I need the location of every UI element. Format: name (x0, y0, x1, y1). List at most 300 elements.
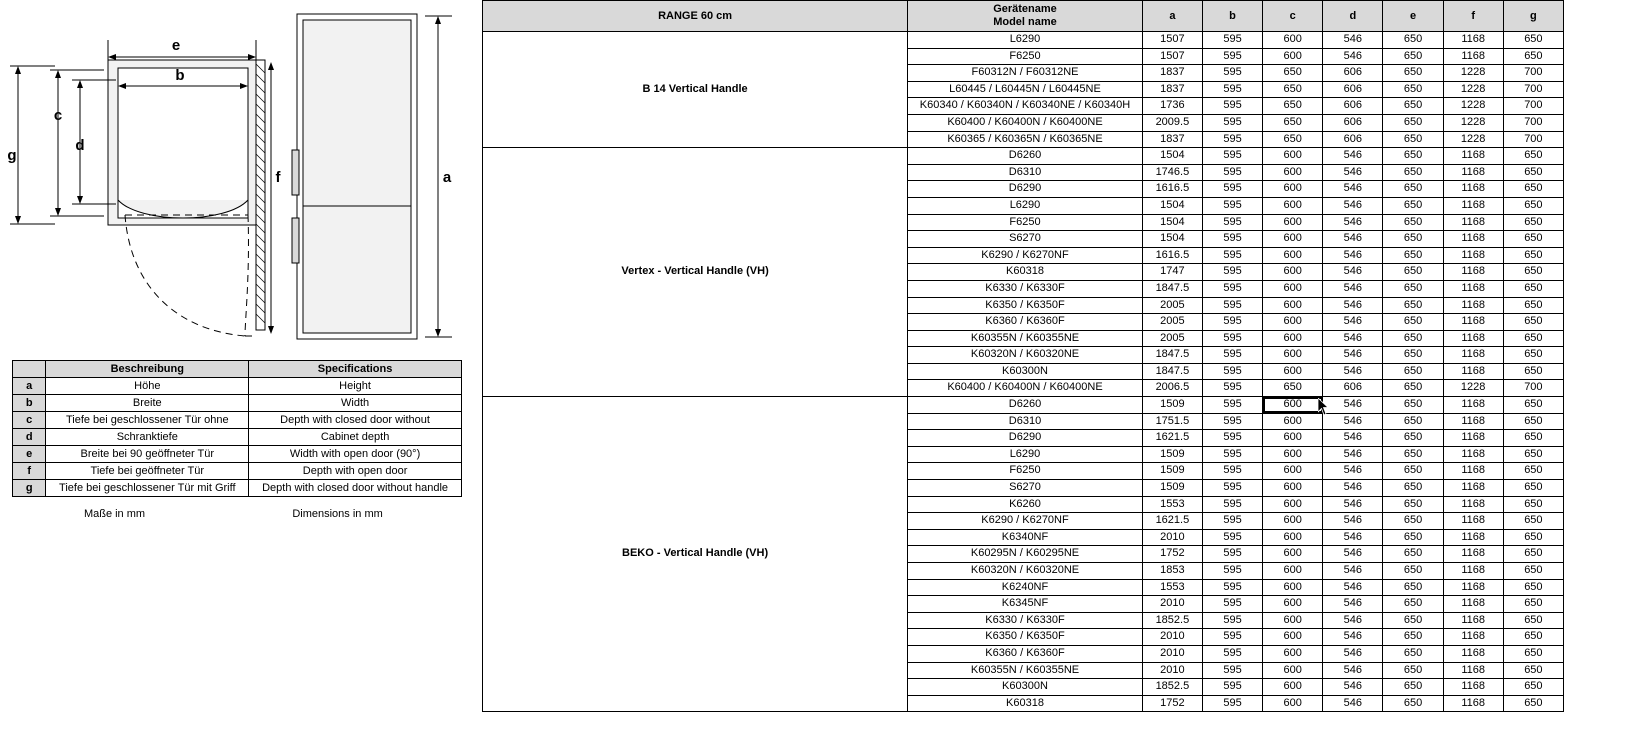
dim-cell-c[interactable]: 600 (1263, 563, 1323, 580)
dim-cell-b[interactable]: 595 (1202, 197, 1262, 214)
dim-cell-a[interactable]: 1504 (1142, 214, 1202, 231)
model-name-cell[interactable]: K60400 / K60400N / K60400NE (908, 114, 1143, 131)
dim-cell-a[interactable]: 2010 (1142, 662, 1202, 679)
dim-cell-c[interactable]: 600 (1263, 347, 1323, 364)
dim-cell-g[interactable]: 650 (1503, 695, 1563, 712)
dim-cell-d[interactable]: 606 (1323, 81, 1383, 98)
dim-cell-e[interactable]: 650 (1383, 297, 1443, 314)
model-name-cell[interactable]: D6260 (908, 148, 1143, 165)
dim-cell-a[interactable]: 1509 (1142, 480, 1202, 497)
dim-cell-f[interactable]: 1228 (1443, 380, 1503, 397)
dim-cell-c[interactable]: 600 (1263, 48, 1323, 65)
model-name-cell[interactable]: K6360 / K6360F (908, 314, 1143, 331)
dim-cell-e[interactable]: 650 (1383, 546, 1443, 563)
dim-cell-c[interactable]: 600 (1263, 579, 1323, 596)
dim-cell-e[interactable]: 650 (1383, 181, 1443, 198)
dim-cell-f[interactable]: 1168 (1443, 264, 1503, 281)
dim-cell-g[interactable]: 650 (1503, 148, 1563, 165)
dim-cell-c[interactable]: 600 (1263, 529, 1323, 546)
model-name-cell[interactable]: K60300N (908, 679, 1143, 696)
dim-cell-b[interactable]: 595 (1202, 480, 1262, 497)
dim-cell-e[interactable]: 650 (1383, 446, 1443, 463)
dim-cell-g[interactable]: 650 (1503, 48, 1563, 65)
dim-cell-d[interactable]: 546 (1323, 231, 1383, 248)
dim-cell-c[interactable]: 600 (1263, 164, 1323, 181)
dim-cell-f[interactable]: 1168 (1443, 496, 1503, 513)
dim-cell-g[interactable]: 650 (1503, 446, 1563, 463)
dim-cell-e[interactable]: 650 (1383, 430, 1443, 447)
model-name-cell[interactable]: K60355N / K60355NE (908, 330, 1143, 347)
dim-cell-d[interactable]: 546 (1323, 330, 1383, 347)
dim-cell-g[interactable]: 700 (1503, 65, 1563, 82)
dim-cell-b[interactable]: 595 (1202, 330, 1262, 347)
dim-cell-g[interactable]: 650 (1503, 280, 1563, 297)
dim-cell-e[interactable]: 650 (1383, 314, 1443, 331)
dim-cell-d[interactable]: 546 (1323, 496, 1383, 513)
dim-cell-e[interactable]: 650 (1383, 197, 1443, 214)
dim-cell-g[interactable]: 650 (1503, 513, 1563, 530)
dim-cell-b[interactable]: 595 (1202, 397, 1262, 414)
dim-cell-a[interactable]: 1504 (1142, 231, 1202, 248)
dim-cell-e[interactable]: 650 (1383, 81, 1443, 98)
dim-cell-d[interactable]: 546 (1323, 148, 1383, 165)
dim-cell-d[interactable]: 546 (1323, 629, 1383, 646)
dim-cell-a[interactable]: 1852.5 (1142, 679, 1202, 696)
dim-cell-e[interactable]: 650 (1383, 114, 1443, 131)
dim-cell-d[interactable]: 546 (1323, 463, 1383, 480)
dim-cell-g[interactable]: 650 (1503, 529, 1563, 546)
model-name-cell[interactable]: L6290 (908, 446, 1143, 463)
dim-cell-e[interactable]: 650 (1383, 413, 1443, 430)
model-name-cell[interactable]: K60318 (908, 264, 1143, 281)
dim-cell-f[interactable]: 1168 (1443, 695, 1503, 712)
dim-cell-a[interactable]: 2010 (1142, 629, 1202, 646)
dim-cell-c[interactable]: 600 (1263, 446, 1323, 463)
dim-cell-b[interactable]: 595 (1202, 529, 1262, 546)
dim-cell-c[interactable]: 600 (1263, 695, 1323, 712)
dim-cell-c[interactable]: 600 (1263, 32, 1323, 49)
dim-cell-f[interactable]: 1168 (1443, 662, 1503, 679)
dim-cell-f[interactable]: 1228 (1443, 65, 1503, 82)
dim-cell-b[interactable]: 595 (1202, 347, 1262, 364)
dim-cell-f[interactable]: 1168 (1443, 48, 1503, 65)
dim-cell-a[interactable]: 2006.5 (1142, 380, 1202, 397)
dim-cell-b[interactable]: 595 (1202, 264, 1262, 281)
dim-cell-f[interactable]: 1168 (1443, 679, 1503, 696)
dim-cell-b[interactable]: 595 (1202, 247, 1262, 264)
dim-cell-c[interactable]: 600 (1263, 679, 1323, 696)
dim-cell-c[interactable]: 650 (1263, 131, 1323, 148)
dim-cell-d[interactable]: 546 (1323, 413, 1383, 430)
dim-cell-g[interactable]: 650 (1503, 546, 1563, 563)
dim-cell-d[interactable]: 606 (1323, 65, 1383, 82)
dim-cell-c[interactable]: 600 (1263, 397, 1323, 414)
dim-cell-a[interactable]: 1509 (1142, 463, 1202, 480)
dim-cell-g[interactable]: 650 (1503, 579, 1563, 596)
dim-cell-b[interactable]: 595 (1202, 645, 1262, 662)
dim-cell-d[interactable]: 546 (1323, 662, 1383, 679)
dim-cell-f[interactable]: 1228 (1443, 131, 1503, 148)
dim-cell-f[interactable]: 1168 (1443, 247, 1503, 264)
dim-cell-a[interactable]: 2010 (1142, 529, 1202, 546)
dim-cell-e[interactable]: 650 (1383, 496, 1443, 513)
dim-cell-e[interactable]: 650 (1383, 612, 1443, 629)
dim-cell-f[interactable]: 1168 (1443, 413, 1503, 430)
dim-cell-c[interactable]: 600 (1263, 297, 1323, 314)
dim-cell-b[interactable]: 595 (1202, 513, 1262, 530)
dim-cell-c[interactable]: 600 (1263, 280, 1323, 297)
dim-cell-d[interactable]: 546 (1323, 264, 1383, 281)
dim-cell-d[interactable]: 546 (1323, 480, 1383, 497)
dim-cell-f[interactable]: 1168 (1443, 579, 1503, 596)
dim-cell-d[interactable]: 546 (1323, 612, 1383, 629)
dim-cell-b[interactable]: 595 (1202, 181, 1262, 198)
model-name-cell[interactable]: F6250 (908, 214, 1143, 231)
dim-cell-e[interactable]: 650 (1383, 463, 1443, 480)
dim-cell-b[interactable]: 595 (1202, 612, 1262, 629)
dim-cell-a[interactable]: 1853 (1142, 563, 1202, 580)
dim-cell-a[interactable]: 2005 (1142, 330, 1202, 347)
dim-cell-e[interactable]: 650 (1383, 280, 1443, 297)
dim-cell-f[interactable]: 1168 (1443, 330, 1503, 347)
model-name-cell[interactable]: K6330 / K6330F (908, 612, 1143, 629)
dim-cell-b[interactable]: 595 (1202, 496, 1262, 513)
dim-cell-a[interactable]: 1847.5 (1142, 280, 1202, 297)
dim-cell-e[interactable]: 650 (1383, 247, 1443, 264)
model-name-cell[interactable]: K60320N / K60320NE (908, 347, 1143, 364)
model-name-cell[interactable]: L6290 (908, 32, 1143, 49)
dim-cell-d[interactable]: 546 (1323, 247, 1383, 264)
dim-cell-e[interactable]: 650 (1383, 397, 1443, 414)
dim-cell-b[interactable]: 595 (1202, 81, 1262, 98)
dim-cell-a[interactable]: 1553 (1142, 496, 1202, 513)
dim-cell-g[interactable]: 650 (1503, 197, 1563, 214)
dim-cell-d[interactable]: 546 (1323, 529, 1383, 546)
dim-cell-f[interactable]: 1168 (1443, 314, 1503, 331)
dim-cell-e[interactable]: 650 (1383, 563, 1443, 580)
dim-cell-f[interactable]: 1168 (1443, 363, 1503, 380)
dim-cell-b[interactable]: 595 (1202, 164, 1262, 181)
dim-cell-e[interactable]: 650 (1383, 330, 1443, 347)
dim-cell-c[interactable]: 600 (1263, 480, 1323, 497)
model-name-cell[interactable]: F60312N / F60312NE (908, 65, 1143, 82)
dim-cell-f[interactable]: 1168 (1443, 629, 1503, 646)
dim-cell-c[interactable]: 600 (1263, 148, 1323, 165)
dim-cell-c[interactable]: 600 (1263, 413, 1323, 430)
dim-cell-c[interactable]: 600 (1263, 513, 1323, 530)
dim-cell-g[interactable]: 650 (1503, 679, 1563, 696)
dim-cell-f[interactable]: 1168 (1443, 463, 1503, 480)
dim-cell-b[interactable]: 595 (1202, 546, 1262, 563)
model-name-cell[interactable]: K60320N / K60320NE (908, 563, 1143, 580)
dim-cell-d[interactable]: 546 (1323, 297, 1383, 314)
dim-cell-e[interactable]: 650 (1383, 48, 1443, 65)
dim-cell-f[interactable]: 1168 (1443, 197, 1503, 214)
dim-cell-b[interactable]: 595 (1202, 98, 1262, 115)
dim-cell-a[interactable]: 2005 (1142, 297, 1202, 314)
dim-cell-g[interactable]: 700 (1503, 81, 1563, 98)
dim-cell-g[interactable]: 650 (1503, 314, 1563, 331)
dim-cell-b[interactable]: 595 (1202, 463, 1262, 480)
dim-cell-e[interactable]: 650 (1383, 264, 1443, 281)
dim-cell-d[interactable]: 546 (1323, 164, 1383, 181)
dim-cell-c[interactable]: 600 (1263, 330, 1323, 347)
dim-cell-c[interactable]: 600 (1263, 363, 1323, 380)
model-name-cell[interactable]: D6290 (908, 181, 1143, 198)
dim-cell-b[interactable]: 595 (1202, 662, 1262, 679)
dim-cell-c[interactable]: 650 (1263, 380, 1323, 397)
dim-cell-e[interactable]: 650 (1383, 662, 1443, 679)
dim-cell-a[interactable]: 2010 (1142, 645, 1202, 662)
dim-cell-e[interactable]: 650 (1383, 695, 1443, 712)
dim-cell-e[interactable]: 650 (1383, 214, 1443, 231)
dim-cell-b[interactable]: 595 (1202, 231, 1262, 248)
dim-cell-a[interactable]: 1621.5 (1142, 513, 1202, 530)
model-name-cell[interactable]: K60295N / K60295NE (908, 546, 1143, 563)
dim-cell-a[interactable]: 2005 (1142, 314, 1202, 331)
dim-cell-d[interactable]: 606 (1323, 380, 1383, 397)
dim-cell-b[interactable]: 595 (1202, 679, 1262, 696)
dim-cell-b[interactable]: 595 (1202, 148, 1262, 165)
dim-cell-f[interactable]: 1168 (1443, 546, 1503, 563)
dim-cell-b[interactable]: 595 (1202, 629, 1262, 646)
dim-cell-b[interactable]: 595 (1202, 446, 1262, 463)
dim-cell-g[interactable]: 650 (1503, 430, 1563, 447)
dim-cell-e[interactable]: 650 (1383, 513, 1443, 530)
dim-cell-c[interactable]: 650 (1263, 81, 1323, 98)
dim-cell-d[interactable]: 546 (1323, 32, 1383, 49)
dim-cell-c[interactable]: 650 (1263, 65, 1323, 82)
dim-cell-f[interactable]: 1168 (1443, 563, 1503, 580)
dim-cell-d[interactable]: 546 (1323, 363, 1383, 380)
dim-cell-g[interactable]: 650 (1503, 181, 1563, 198)
dim-cell-d[interactable]: 546 (1323, 397, 1383, 414)
dim-cell-c[interactable]: 600 (1263, 430, 1323, 447)
dim-cell-c[interactable]: 600 (1263, 247, 1323, 264)
dim-cell-a[interactable]: 2010 (1142, 596, 1202, 613)
dim-cell-c[interactable]: 600 (1263, 662, 1323, 679)
dim-cell-a[interactable]: 1837 (1142, 131, 1202, 148)
dim-cell-g[interactable]: 700 (1503, 380, 1563, 397)
model-name-cell[interactable]: K6330 / K6330F (908, 280, 1143, 297)
dim-cell-e[interactable]: 650 (1383, 231, 1443, 248)
model-name-cell[interactable]: K6350 / K6350F (908, 629, 1143, 646)
dim-cell-a[interactable]: 1507 (1142, 32, 1202, 49)
dim-cell-g[interactable]: 650 (1503, 629, 1563, 646)
model-name-cell[interactable]: K6290 / K6270NF (908, 247, 1143, 264)
dim-cell-d[interactable]: 546 (1323, 314, 1383, 331)
dim-cell-a[interactable]: 1736 (1142, 98, 1202, 115)
dim-cell-f[interactable]: 1168 (1443, 645, 1503, 662)
dim-cell-e[interactable]: 650 (1383, 380, 1443, 397)
model-name-cell[interactable]: F6250 (908, 463, 1143, 480)
dim-cell-g[interactable]: 650 (1503, 480, 1563, 497)
dim-cell-g[interactable]: 650 (1503, 32, 1563, 49)
dim-cell-c[interactable]: 600 (1263, 496, 1323, 513)
dim-cell-d[interactable]: 546 (1323, 679, 1383, 696)
dim-cell-b[interactable]: 595 (1202, 430, 1262, 447)
dim-cell-a[interactable]: 1752 (1142, 546, 1202, 563)
model-name-cell[interactable]: D6260 (908, 397, 1143, 414)
dim-cell-c[interactable]: 600 (1263, 463, 1323, 480)
dim-cell-f[interactable]: 1168 (1443, 480, 1503, 497)
dim-cell-a[interactable]: 2009.5 (1142, 114, 1202, 131)
dim-cell-b[interactable]: 595 (1202, 314, 1262, 331)
dim-cell-a[interactable]: 1621.5 (1142, 430, 1202, 447)
model-name-cell[interactable]: K6360 / K6360F (908, 645, 1143, 662)
dim-cell-a[interactable]: 1752 (1142, 695, 1202, 712)
dim-cell-b[interactable]: 595 (1202, 297, 1262, 314)
dim-cell-g[interactable]: 650 (1503, 612, 1563, 629)
dim-cell-d[interactable]: 546 (1323, 214, 1383, 231)
dim-cell-a[interactable]: 1751.5 (1142, 413, 1202, 430)
dim-cell-f[interactable]: 1168 (1443, 596, 1503, 613)
dim-cell-f[interactable]: 1168 (1443, 181, 1503, 198)
dim-cell-g[interactable]: 650 (1503, 214, 1563, 231)
dim-cell-a[interactable]: 1616.5 (1142, 181, 1202, 198)
dim-cell-d[interactable]: 546 (1323, 695, 1383, 712)
dim-cell-e[interactable]: 650 (1383, 596, 1443, 613)
model-name-cell[interactable]: K60400 / K60400N / K60400NE (908, 380, 1143, 397)
dim-cell-c[interactable]: 600 (1263, 231, 1323, 248)
model-name-cell[interactable]: K6260 (908, 496, 1143, 513)
dim-cell-a[interactable]: 1847.5 (1142, 363, 1202, 380)
dim-cell-c[interactable]: 600 (1263, 645, 1323, 662)
dim-cell-c[interactable]: 600 (1263, 314, 1323, 331)
dim-cell-f[interactable]: 1168 (1443, 32, 1503, 49)
dim-cell-c[interactable]: 600 (1263, 612, 1323, 629)
dim-cell-f[interactable]: 1168 (1443, 397, 1503, 414)
dim-cell-g[interactable]: 650 (1503, 264, 1563, 281)
dim-cell-c[interactable]: 600 (1263, 181, 1323, 198)
model-name-cell[interactable]: D6290 (908, 430, 1143, 447)
model-name-cell[interactable]: K6345NF (908, 596, 1143, 613)
dim-cell-e[interactable]: 650 (1383, 579, 1443, 596)
model-name-cell[interactable]: K60318 (908, 695, 1143, 712)
dim-cell-b[interactable]: 595 (1202, 48, 1262, 65)
model-name-cell[interactable]: K6240NF (908, 579, 1143, 596)
model-name-cell[interactable]: D6310 (908, 164, 1143, 181)
dim-cell-c[interactable]: 600 (1263, 264, 1323, 281)
dim-cell-b[interactable]: 595 (1202, 131, 1262, 148)
model-name-cell[interactable]: S6270 (908, 480, 1143, 497)
dim-cell-b[interactable]: 595 (1202, 579, 1262, 596)
model-name-cell[interactable]: K60365 / K60365N / K60365NE (908, 131, 1143, 148)
model-name-cell[interactable]: K6340NF (908, 529, 1143, 546)
dim-cell-d[interactable]: 546 (1323, 280, 1383, 297)
dim-cell-f[interactable]: 1168 (1443, 231, 1503, 248)
dim-cell-c[interactable]: 650 (1263, 114, 1323, 131)
dim-cell-g[interactable]: 650 (1503, 645, 1563, 662)
dim-cell-g[interactable]: 650 (1503, 247, 1563, 264)
dim-cell-f[interactable]: 1168 (1443, 612, 1503, 629)
dim-cell-b[interactable]: 595 (1202, 695, 1262, 712)
dim-cell-g[interactable]: 700 (1503, 98, 1563, 115)
dim-cell-e[interactable]: 650 (1383, 529, 1443, 546)
dim-cell-f[interactable]: 1168 (1443, 164, 1503, 181)
dim-cell-g[interactable]: 650 (1503, 330, 1563, 347)
dim-cell-e[interactable]: 650 (1383, 363, 1443, 380)
dim-cell-g[interactable]: 650 (1503, 662, 1563, 679)
dim-cell-e[interactable]: 650 (1383, 65, 1443, 82)
dim-cell-e[interactable]: 650 (1383, 480, 1443, 497)
dim-cell-f[interactable]: 1168 (1443, 529, 1503, 546)
dim-cell-c[interactable]: 600 (1263, 214, 1323, 231)
dim-cell-g[interactable]: 650 (1503, 231, 1563, 248)
dim-cell-b[interactable]: 595 (1202, 280, 1262, 297)
dim-cell-c[interactable]: 650 (1263, 98, 1323, 115)
dim-cell-d[interactable]: 546 (1323, 546, 1383, 563)
dim-cell-g[interactable]: 700 (1503, 114, 1563, 131)
dim-cell-a[interactable]: 1509 (1142, 397, 1202, 414)
dim-cell-e[interactable]: 650 (1383, 98, 1443, 115)
dim-cell-b[interactable]: 595 (1202, 413, 1262, 430)
dim-cell-d[interactable]: 546 (1323, 563, 1383, 580)
model-name-cell[interactable]: S6270 (908, 231, 1143, 248)
dim-cell-d[interactable]: 546 (1323, 446, 1383, 463)
dim-cell-f[interactable]: 1168 (1443, 513, 1503, 530)
dim-cell-f[interactable]: 1168 (1443, 430, 1503, 447)
dim-cell-a[interactable]: 1746.5 (1142, 164, 1202, 181)
dim-cell-g[interactable]: 700 (1503, 131, 1563, 148)
dim-cell-f[interactable]: 1168 (1443, 280, 1503, 297)
model-name-cell[interactable]: F6250 (908, 48, 1143, 65)
dim-cell-e[interactable]: 650 (1383, 629, 1443, 646)
dim-cell-c[interactable]: 600 (1263, 629, 1323, 646)
dim-cell-e[interactable]: 650 (1383, 645, 1443, 662)
dim-cell-f[interactable]: 1228 (1443, 81, 1503, 98)
dim-cell-d[interactable]: 546 (1323, 197, 1383, 214)
dim-cell-f[interactable]: 1168 (1443, 297, 1503, 314)
dim-cell-c[interactable]: 600 (1263, 197, 1323, 214)
dim-cell-b[interactable]: 595 (1202, 114, 1262, 131)
dim-cell-a[interactable]: 1507 (1142, 48, 1202, 65)
dim-cell-d[interactable]: 546 (1323, 347, 1383, 364)
dim-cell-c[interactable]: 600 (1263, 546, 1323, 563)
dim-cell-f[interactable]: 1228 (1443, 98, 1503, 115)
dim-cell-b[interactable]: 595 (1202, 32, 1262, 49)
dim-cell-d[interactable]: 546 (1323, 181, 1383, 198)
dim-cell-g[interactable]: 650 (1503, 496, 1563, 513)
dim-cell-a[interactable]: 1553 (1142, 579, 1202, 596)
dim-cell-a[interactable]: 1852.5 (1142, 612, 1202, 629)
dim-cell-e[interactable]: 650 (1383, 148, 1443, 165)
dim-cell-d[interactable]: 546 (1323, 645, 1383, 662)
model-name-cell[interactable]: K60340 / K60340N / K60340NE / K60340H (908, 98, 1143, 115)
dim-cell-f[interactable]: 1228 (1443, 114, 1503, 131)
dim-cell-a[interactable]: 1837 (1142, 65, 1202, 82)
dim-cell-e[interactable]: 650 (1383, 679, 1443, 696)
dim-cell-d[interactable]: 546 (1323, 48, 1383, 65)
dim-cell-g[interactable]: 650 (1503, 164, 1563, 181)
dim-cell-a[interactable]: 1747 (1142, 264, 1202, 281)
dim-cell-d[interactable]: 606 (1323, 98, 1383, 115)
dim-cell-d[interactable]: 546 (1323, 579, 1383, 596)
dim-cell-f[interactable]: 1168 (1443, 446, 1503, 463)
dim-cell-d[interactable]: 546 (1323, 596, 1383, 613)
dim-cell-f[interactable]: 1168 (1443, 347, 1503, 364)
dim-cell-a[interactable]: 1509 (1142, 446, 1202, 463)
dim-cell-g[interactable]: 650 (1503, 563, 1563, 580)
dim-cell-g[interactable]: 650 (1503, 596, 1563, 613)
dim-cell-f[interactable]: 1168 (1443, 214, 1503, 231)
dim-cell-b[interactable]: 595 (1202, 65, 1262, 82)
dim-cell-g[interactable]: 650 (1503, 363, 1563, 380)
dim-cell-b[interactable]: 595 (1202, 214, 1262, 231)
dim-cell-e[interactable]: 650 (1383, 164, 1443, 181)
dim-cell-g[interactable]: 650 (1503, 397, 1563, 414)
dim-cell-b[interactable]: 595 (1202, 380, 1262, 397)
